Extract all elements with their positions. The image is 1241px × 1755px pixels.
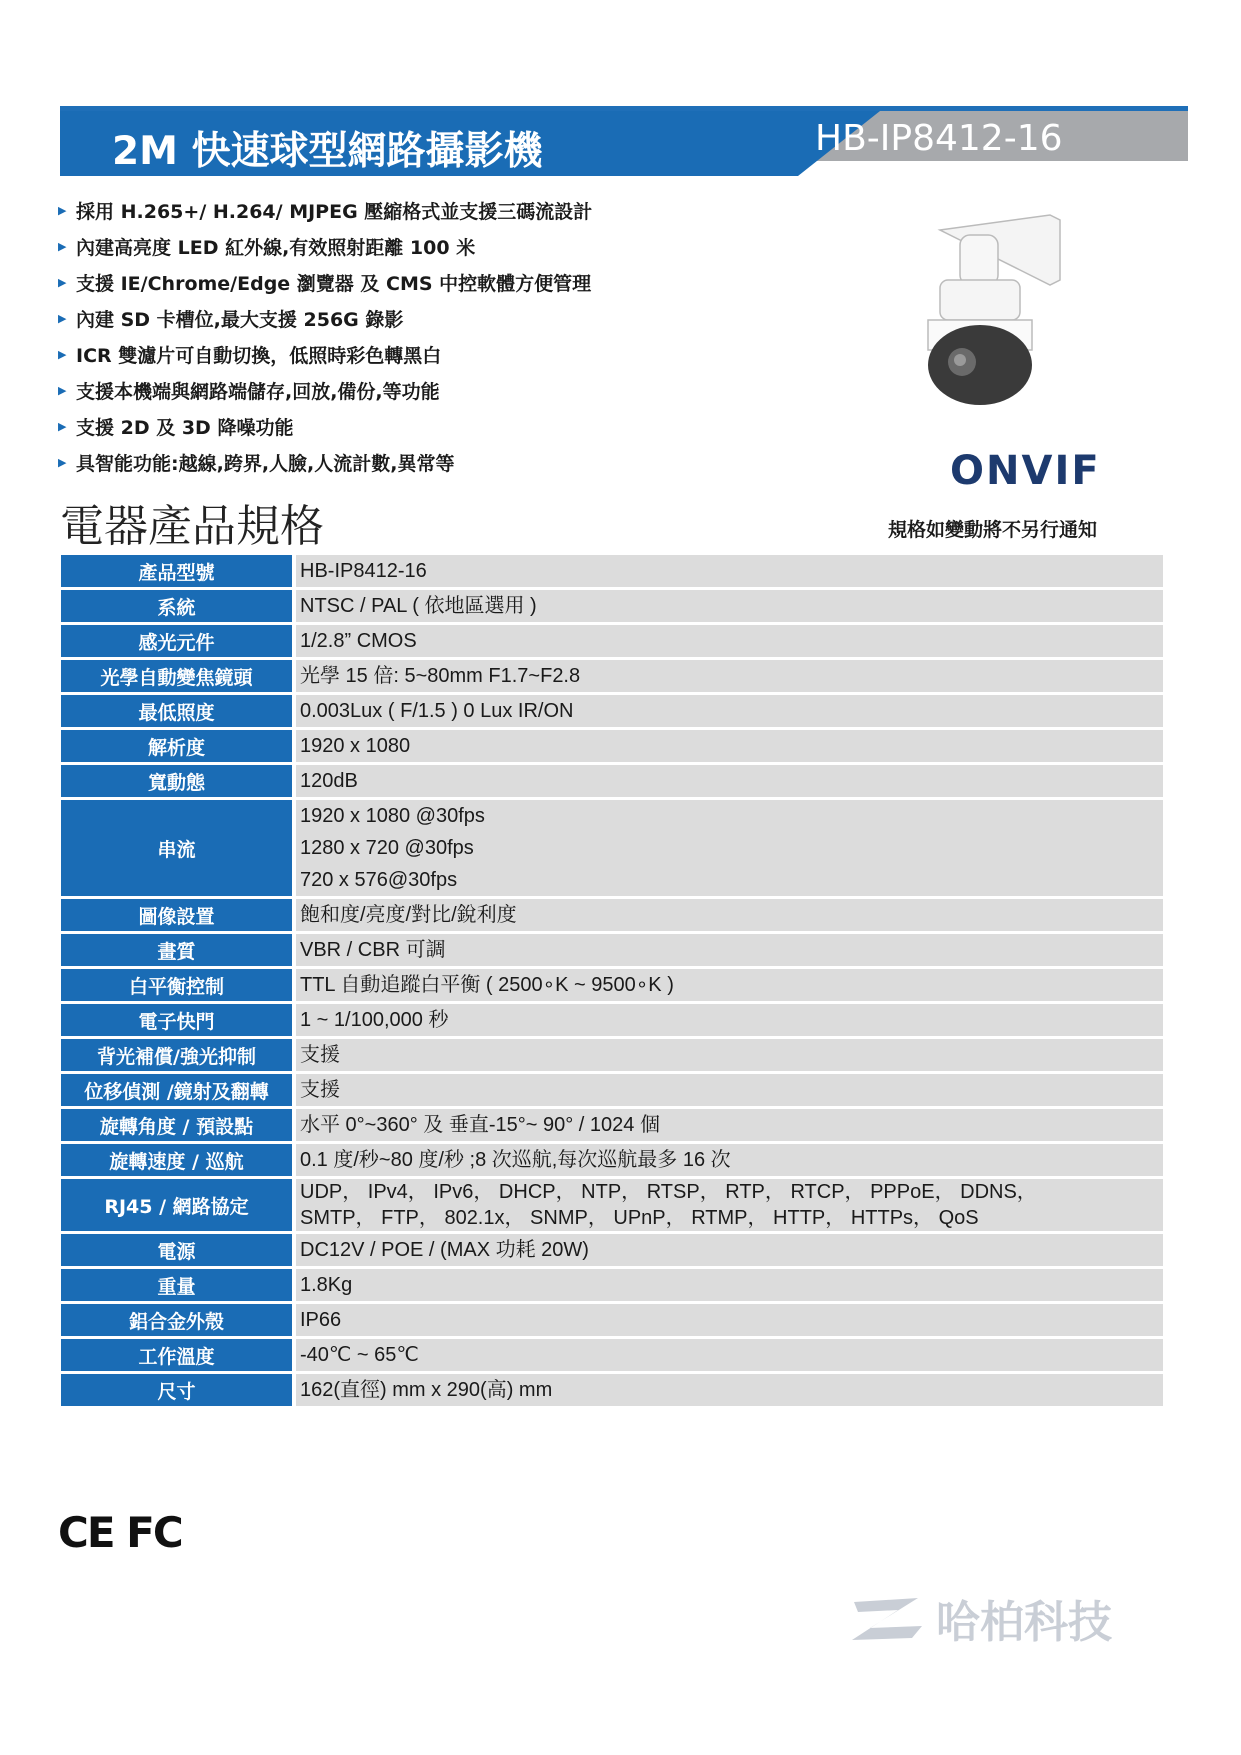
spec-value-line: 1.8Kg [300,1273,353,1296]
spec-value-line: IP66 [300,1308,342,1331]
bullet-icon: ▶ [58,383,67,397]
spec-row [61,1039,1163,1071]
spec-value [296,1374,1163,1406]
spec-label: 感光元件 [61,625,292,657]
spec-value [296,1109,1163,1141]
spec-value-line: SMTP， FTP， 802.1x， SNMP， UPnP， RTMP， HTTP， HTTPs， QoS [300,1207,979,1229]
spec-label: 旋轉速度 / 巡航 [61,1144,292,1176]
spec-row [61,660,1163,692]
spec-row [61,800,1163,896]
product-title: 2M 快速球型網路攝影機 [112,129,543,174]
bullet-icon: ▶ [58,419,67,433]
certification-marks: CE FC [58,1508,182,1557]
spec-table [61,555,1163,1409]
spec-value [296,1144,1163,1176]
bullet-icon: ▶ [58,311,67,325]
spec-value-line: 1280 x 720 @30fps [300,837,474,859]
bullet-icon: ▶ [58,275,67,289]
feature-item [58,444,592,480]
spec-label: RJ45 / 網路協定 [61,1179,292,1231]
feature-text: 支援本機端與網路端儲存,回放,備份,等功能 [76,380,440,403]
header-banner [60,106,1188,176]
onvif-logo [950,448,1101,494]
bullet-icon: ▶ [58,347,67,361]
spec-label: 系統 [61,590,292,622]
spec-value [296,800,1163,896]
spec-value [296,660,1163,692]
brand-swoosh-icon [848,1592,928,1644]
feature-item [58,192,592,228]
feature-item [58,264,592,300]
spec-value-line: 120dB [300,769,358,792]
spec-label: 位移偵測 /鏡射及翻轉 [61,1074,292,1106]
spec-change-notice: 規格如變動將不另行通知 [888,519,1098,541]
feature-list [58,192,592,480]
spec-value-line: 1920 x 1080 @30fps [300,805,485,827]
spec-row [61,1339,1163,1371]
feature-text: 支援 IE/Chrome/Edge 瀏覽器 及 CMS 中控軟體方便管理 [76,272,592,295]
spec-label: 圖像設置 [61,899,292,931]
spec-row [61,625,1163,657]
spec-value [296,695,1163,727]
spec-value [296,1269,1163,1301]
feature-text: 內建高亮度 LED 紅外線,有效照射距離 100 米 [76,236,476,259]
spec-value-line: 162(直徑) mm x 290(高) mm [300,1378,553,1401]
spec-label: 鋁合金外殼 [61,1304,292,1336]
brand-name: 哈柏科技 [936,1597,1112,1648]
spec-row [61,555,1163,587]
spec-value [296,1234,1163,1266]
feature-text: ICR 雙濾片可自動切換，低照時彩色轉黑白 [76,344,442,367]
spec-value [296,625,1163,657]
feature-item [58,228,592,264]
spec-value-line: VBR / CBR 可調 [300,938,446,961]
spec-label: 電子快門 [61,1004,292,1036]
spec-label: 解析度 [61,730,292,762]
spec-label: 旋轉角度 / 預設點 [61,1109,292,1141]
spec-row [61,1374,1163,1406]
spec-value [296,555,1163,587]
spec-row [61,1234,1163,1266]
bullet-icon: ▶ [58,455,67,469]
spec-label: 電源 [61,1234,292,1266]
onvif-logo-text: ONVIF [950,448,1101,494]
spec-value-line: 飽和度/亮度/對比/銳利度 [300,903,517,926]
spec-row [61,1269,1163,1301]
spec-value-line: HB-IP8412-16 [300,559,427,582]
spec-row [61,730,1163,762]
product-model: HB-IP8412-16 [815,118,1063,159]
spec-value [296,1039,1163,1071]
feature-text: 具智能功能:越線,跨界,人臉,人流計數,異常等 [76,452,455,475]
spec-value-line: NTSC / PAL ( 依地區選用 ) [300,594,537,617]
spec-row [61,590,1163,622]
spec-row [61,1304,1163,1336]
bullet-icon: ▶ [58,203,67,217]
spec-value-line: 0.003Lux ( F/1.5 ) 0 Lux IR/ON [300,699,574,722]
spec-value [296,765,1163,797]
spec-row [61,969,1163,1001]
spec-value [296,1304,1163,1336]
spec-label: 串流 [61,800,292,896]
spec-value-line: 支援 [300,1078,340,1101]
spec-value [296,1074,1163,1106]
spec-label: 光學自動變焦鏡頭 [61,660,292,692]
spec-label: 工作溫度 [61,1339,292,1371]
spec-row [61,1074,1163,1106]
spec-value [296,730,1163,762]
spec-value-line: TTL 自動追蹤白平衡 ( 2500∘K ~ 9500∘K ) [300,973,674,996]
spec-label: 背光補償/強光抑制 [61,1039,292,1071]
spec-row [61,1004,1163,1036]
spec-value-line: 1/2.8” CMOS [300,629,417,652]
feature-text: 內建 SD 卡槽位,最大支援 256G 錄影 [76,308,404,331]
spec-value [296,590,1163,622]
feature-text: 支援 2D 及 3D 降噪功能 [76,416,294,439]
spec-value [296,969,1163,1001]
spec-label: 畫質 [61,934,292,966]
spec-value-line: 1920 x 1080 [300,734,411,757]
spec-label: 白平衡控制 [61,969,292,1001]
spec-label: 產品型號 [61,555,292,587]
spec-value [296,1339,1163,1371]
spec-value-line: DC12V / POE / (MAX 功耗 20W) [300,1238,589,1261]
spec-value [296,934,1163,966]
spec-row [61,1109,1163,1141]
spec-value-line: 水平 0°~360° 及 垂直-15°~ 90° / 1024 個 [300,1113,660,1136]
spec-value [296,1004,1163,1036]
feature-item [58,300,592,336]
spec-value-line: 720 x 576@30fps [300,869,458,891]
spec-label: 尺寸 [61,1374,292,1406]
header-top-line [60,106,1188,111]
brand-logo [848,1588,1112,1648]
speed-dome-camera-icon [900,210,1080,410]
spec-row [61,765,1163,797]
bullet-icon: ▶ [58,239,67,253]
spec-label: 最低照度 [61,695,292,727]
feature-text: 採用 H.265+/ H.264/ MJPEG 壓縮格式並支援三碼流設計 [76,200,593,223]
spec-value [296,899,1163,931]
spec-row [61,695,1163,727]
spec-value-line: 0.1 度/秒~80 度/秒 ;8 次巡航,每次巡航最多 16 次 [300,1148,731,1171]
spec-value-line: -40℃ ~ 65℃ [300,1343,419,1366]
feature-item [58,408,592,444]
spec-value-line: 支援 [300,1043,340,1066]
spec-value-line: UDP， IPv4， IPv6， DHCP， NTP， RTSP， RTP， RTCP， PPPoE， DDNS， [300,1181,1037,1203]
spec-label: 重量 [61,1269,292,1301]
spec-row [61,899,1163,931]
section-title: 電器產品規格 [60,501,324,552]
spec-value-line: 光學 15 倍: 5~80mm F1.7~F2.8 [300,664,581,687]
spec-row [61,1179,1163,1231]
spec-row [61,934,1163,966]
feature-item [58,336,592,372]
spec-row [61,1144,1163,1176]
feature-item [58,372,592,408]
spec-value [296,1179,1163,1231]
spec-value-line: 1 ~ 1/100,000 秒 [300,1008,449,1031]
spec-label: 寬動態 [61,765,292,797]
